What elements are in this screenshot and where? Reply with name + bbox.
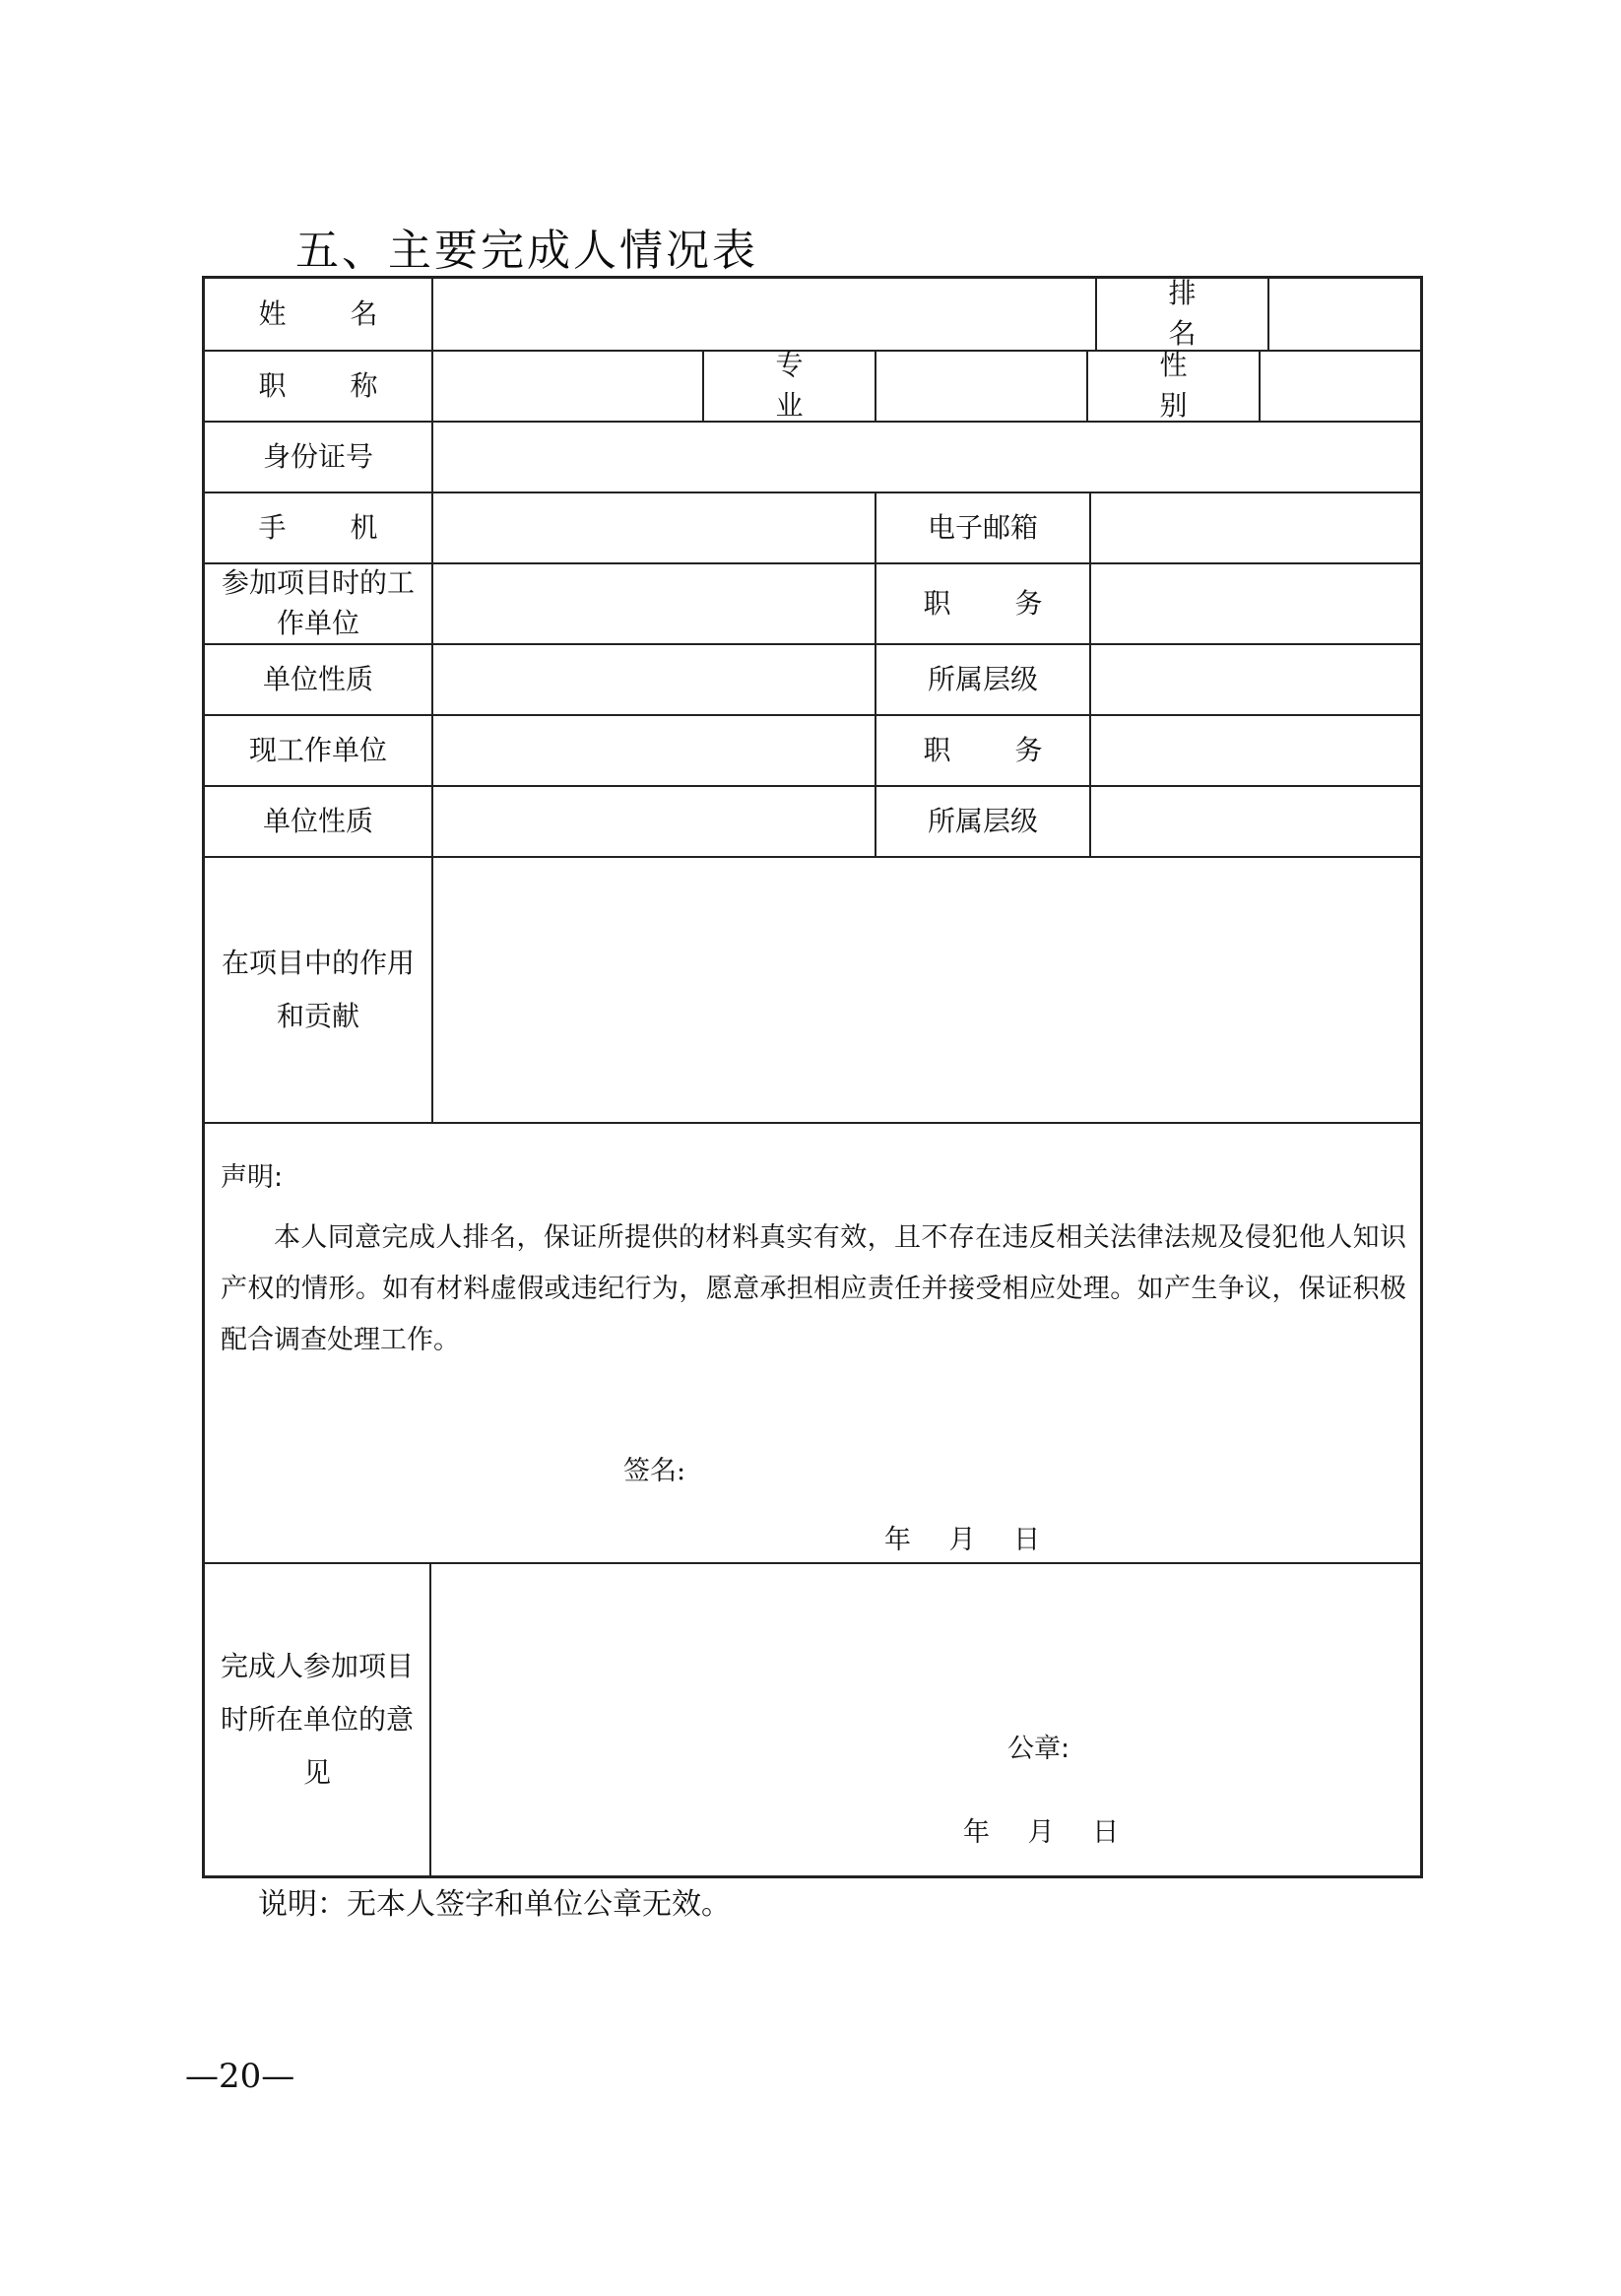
main-personnel-form <box>202 276 1423 1878</box>
field-gender[interactable] <box>1259 352 1420 421</box>
field-current-position[interactable] <box>1089 716 1420 785</box>
page-number: —20— <box>185 2057 295 2096</box>
opinion-date: 年 月 日 <box>963 1817 1120 1848</box>
label-current-unit-nature: 单位性质 <box>262 804 373 837</box>
declaration-text: 本人同意完成人排名，保证所提供的材料真实有效，且不存在违反相关法律法规及侵犯他人知识产权的情形。如有材料虚假或违纪行为，愿意承担相应责任并接受相应处理。如产生争议，保证积极配合调查处理工作。 <box>221 1222 1406 1355</box>
field-role-contribution[interactable] <box>431 858 1420 1122</box>
label-past-level: 所属层级 <box>875 645 1089 714</box>
field-id-number[interactable] <box>431 423 1420 492</box>
label-job-title: 职 称 <box>258 368 406 402</box>
declaration-date: 年 月 日 <box>884 1525 1041 1555</box>
label-email: 电子邮箱 <box>875 493 1089 562</box>
declaration-heading: 声明: <box>221 1162 284 1193</box>
label-rank: 排 名 <box>1095 279 1267 350</box>
label-current-level: 所属层级 <box>875 787 1089 856</box>
field-unit-opinion[interactable] <box>431 1564 1420 1875</box>
row-past-nature <box>205 643 1420 714</box>
field-past-unit-nature[interactable] <box>431 645 875 714</box>
field-current-work-unit[interactable] <box>431 716 875 785</box>
footer-note: 说明：无本人签字和单位公章无效。 <box>258 1887 731 1922</box>
label-name: 姓 名 <box>258 296 406 330</box>
label-role-contribution: 在项目中的作用和贡献 <box>221 947 415 1032</box>
field-email[interactable] <box>1089 493 1420 562</box>
field-job-title[interactable] <box>431 352 702 421</box>
row-past-unit <box>205 562 1420 643</box>
field-rank[interactable] <box>1267 279 1420 350</box>
field-past-level[interactable] <box>1089 645 1420 714</box>
field-current-level[interactable] <box>1089 787 1420 856</box>
label-current-position: 职 务 <box>875 716 1089 785</box>
label-gender: 性 别 <box>1086 352 1259 421</box>
field-name[interactable] <box>431 279 1095 350</box>
row-name <box>205 279 1420 350</box>
row-contribution <box>205 856 1420 1122</box>
label-past-work-unit: 参加项目时的工作单位 <box>221 566 415 639</box>
field-major[interactable] <box>875 352 1086 421</box>
field-current-unit-nature[interactable] <box>431 787 875 856</box>
field-past-position[interactable] <box>1089 564 1420 643</box>
label-id-number: 身份证号 <box>262 439 373 473</box>
signature-label: 签名: <box>623 1456 686 1486</box>
field-past-work-unit[interactable] <box>431 564 875 643</box>
field-mobile[interactable] <box>431 493 875 562</box>
row-id <box>205 421 1420 492</box>
row-contact <box>205 492 1420 562</box>
row-current-unit <box>205 714 1420 785</box>
label-past-unit-nature: 单位性质 <box>262 662 373 695</box>
form-title: 五、主要完成人情况表 <box>295 226 758 276</box>
declaration-section <box>205 1122 1420 1562</box>
row-title <box>205 350 1420 421</box>
label-past-position: 职 务 <box>875 564 1089 643</box>
label-current-work-unit: 现工作单位 <box>248 733 387 766</box>
label-unit-opinion: 完成人参加项目时所在单位的意见 <box>205 1564 431 1875</box>
seal-label: 公章: <box>1007 1734 1070 1764</box>
row-current-nature <box>205 785 1420 856</box>
label-mobile: 手 机 <box>258 510 406 544</box>
unit-opinion-section <box>205 1562 1420 1875</box>
label-major: 专 业 <box>702 352 875 421</box>
